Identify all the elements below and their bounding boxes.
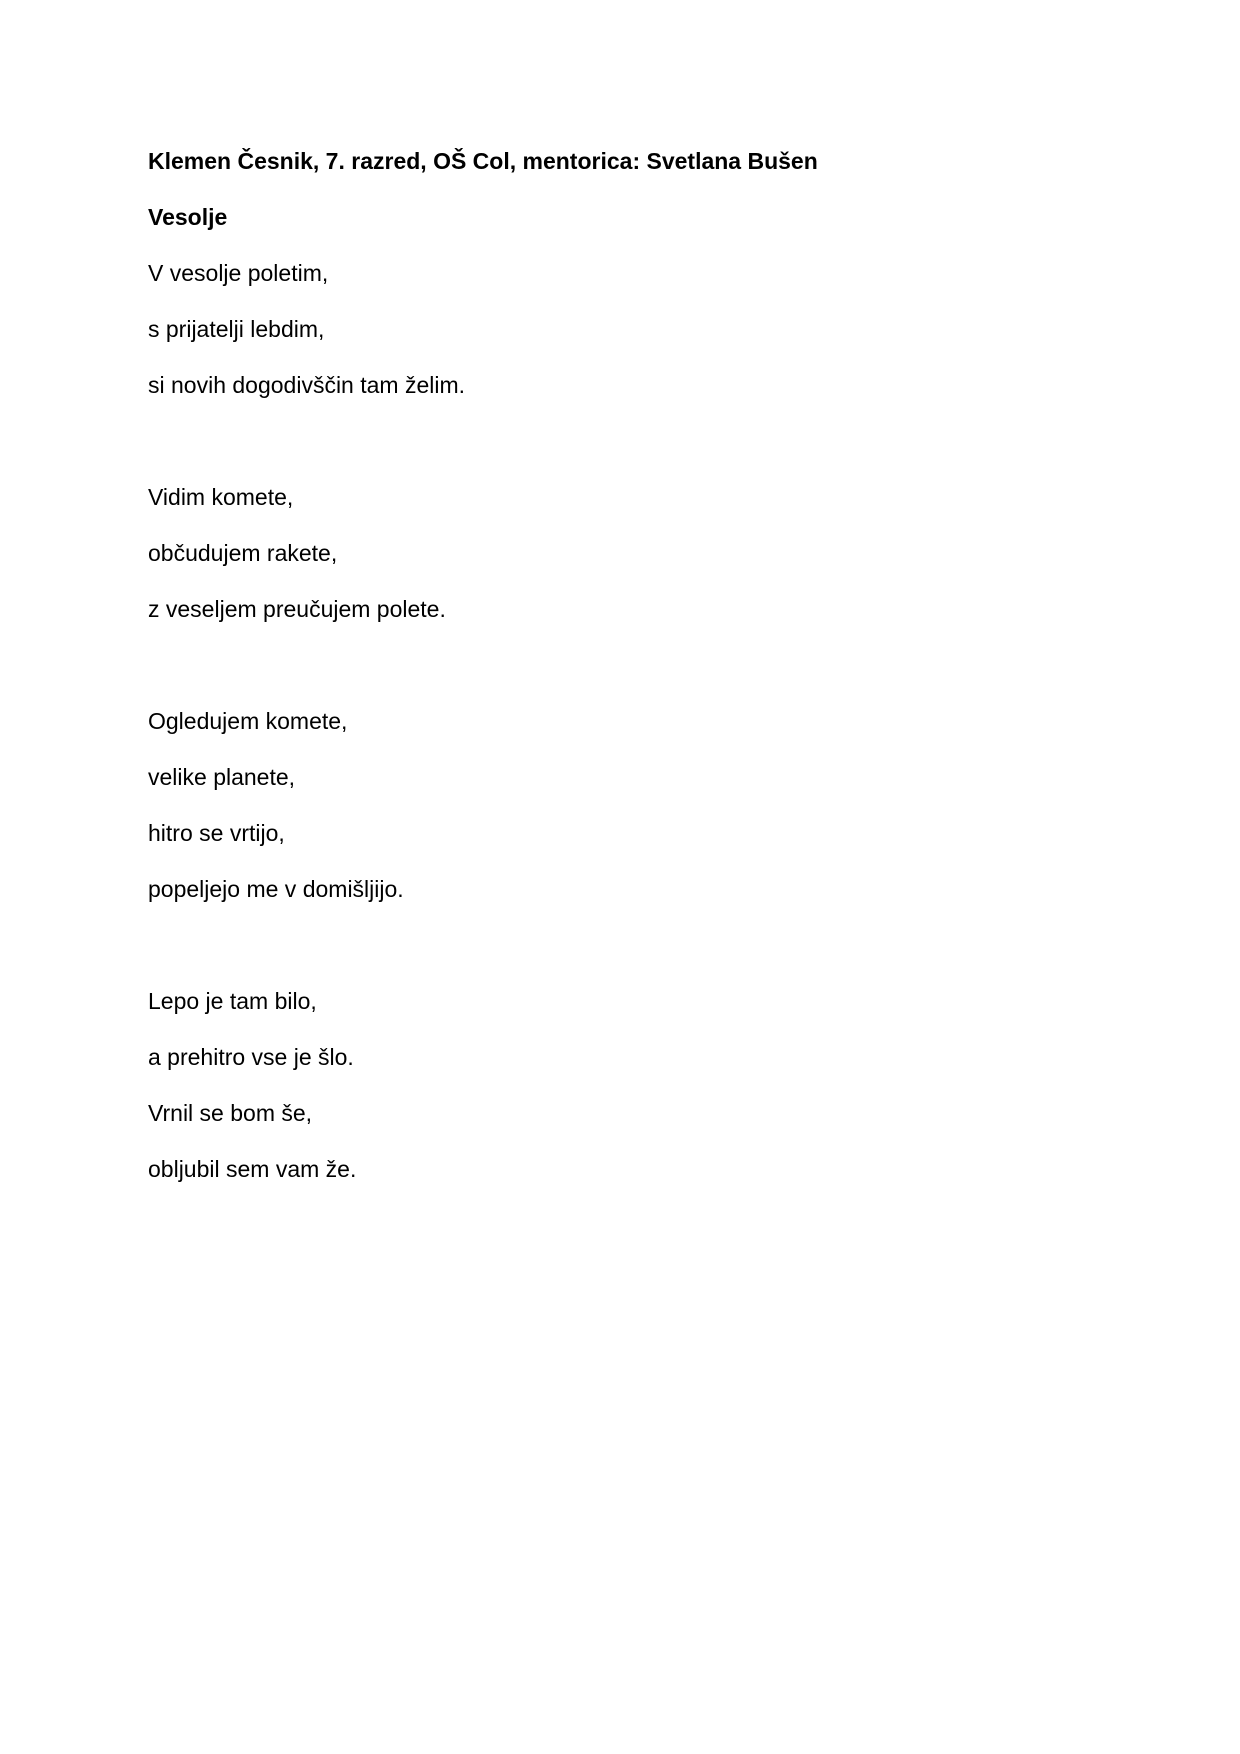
document-body	[148, 148, 1098, 1212]
poem-line: obljubil sem vam že.	[148, 1156, 357, 1182]
poem-line: Vidim komete,	[148, 484, 294, 510]
stanza-1	[148, 260, 1098, 399]
poem-line: Lepo je tam bilo,	[148, 988, 317, 1014]
stanza-separator	[148, 428, 1098, 484]
poem-title: Vesolje	[148, 204, 228, 230]
poem-line: Vrnil se bom še,	[148, 1100, 313, 1126]
poem-line: velike planete,	[148, 764, 296, 790]
poem-line: Ogledujem komete,	[148, 708, 348, 734]
stanza-4	[148, 988, 1098, 1183]
poem-line: a prehitro vse je šlo.	[148, 1044, 354, 1070]
poem-line: občudujem rakete,	[148, 540, 338, 566]
poem-line: z veseljem preučujem polete.	[148, 596, 446, 622]
poem-line: s prijatelji lebdim,	[148, 316, 325, 342]
stanza-2	[148, 484, 1098, 623]
poem-line: popeljejo me v domišljijo.	[148, 876, 404, 902]
author-line: Klemen Česnik, 7. razred, OŠ Col, mentorica: Svetlana Bušen	[148, 148, 818, 174]
poem-line: si novih dogodivščin tam želim.	[148, 372, 466, 398]
stanza-3	[148, 708, 1098, 903]
poem-line: V vesolje poletim,	[148, 260, 329, 286]
poem-line: hitro se vrtijo,	[148, 820, 285, 846]
stanza-separator	[148, 932, 1098, 988]
stanza-separator	[148, 652, 1098, 708]
